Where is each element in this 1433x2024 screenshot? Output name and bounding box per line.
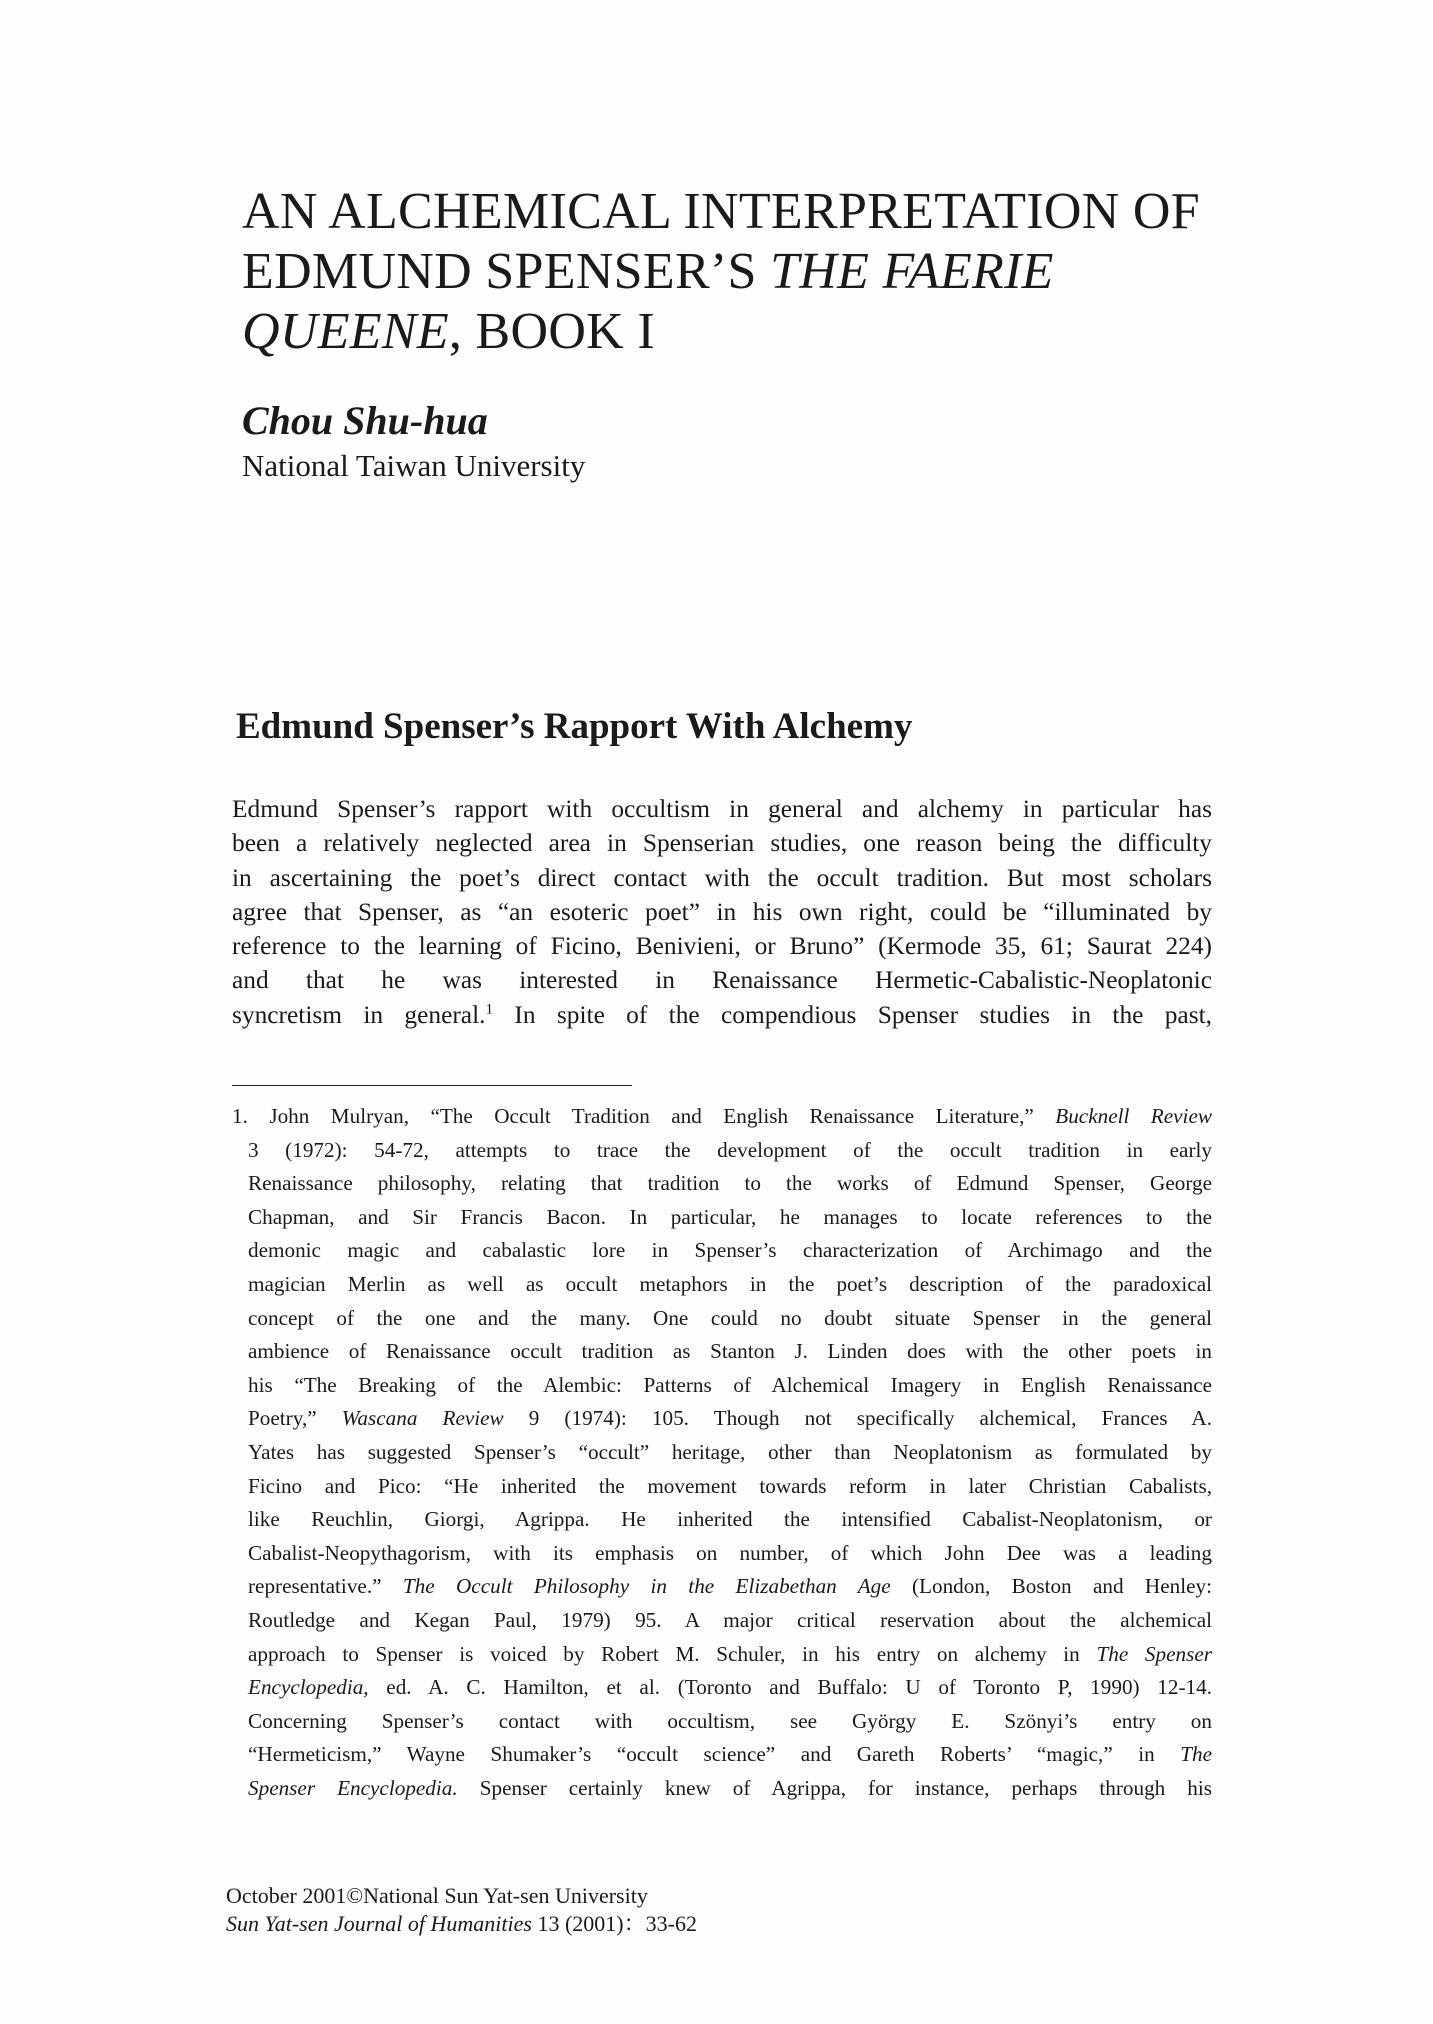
footnote-line: magician Merlin as well as occult metaphors in the poet’s description of the paradoxical xyxy=(248,1271,1212,1296)
footnote-line xyxy=(232,1772,1212,1806)
footnote-line: his “The Breaking of the Alembic: Patterns of Alchemical Imagery in English Renaissance xyxy=(248,1372,1212,1397)
title-line-3-text: , BOOK I xyxy=(448,303,655,360)
footnote-text: (London, Boston and Henley: xyxy=(890,1574,1212,1599)
body-paragraph xyxy=(232,792,1212,1032)
author-name: Chou Shu-hua xyxy=(242,398,488,443)
author-affiliation: National Taiwan University xyxy=(242,448,586,483)
footnote-text: Poetry,” xyxy=(248,1406,342,1431)
title-line-3-italic: QUEENE xyxy=(242,303,449,360)
footnote-italic: The Spenser xyxy=(1096,1641,1212,1666)
footnote-line: Yates has suggested Spenser’s “occult” heritage, other than Neoplatonism as formulated by xyxy=(248,1439,1212,1464)
title-line-2-italic: THE FAERIE xyxy=(770,243,1054,300)
footnote-line: concept of the one and the many. One could no doubt situate Spenser in the general xyxy=(248,1305,1212,1330)
footnote-line: Concerning Spenser’s contact with occultism, see György E. Szönyi’s entry on xyxy=(248,1708,1212,1733)
journal-name: Sun Yat-sen Journal of Humanities xyxy=(226,1911,532,1936)
footnote-line xyxy=(232,1402,1212,1436)
footnote-line: Ficino and Pico: “He inherited the movement towards reform in later Christian Cabalists, xyxy=(248,1473,1212,1498)
footer-copyright: October 2001©National Sun Yat-sen University xyxy=(226,1883,648,1908)
title-line-2-text: EDMUND SPENSER’S xyxy=(242,243,771,300)
footnote-line xyxy=(232,1100,1212,1134)
footnote-line xyxy=(232,1570,1212,1604)
body-line-last xyxy=(232,998,1212,1032)
footnote-italic: Encyclopedia, xyxy=(248,1675,369,1700)
body-line: and that he was interested in Renaissance Hermetic-Cabalistic-Neoplatonic xyxy=(232,966,1212,995)
footnote-text: “Hermeticism,” Wayne Shumaker’s “occult science” and Gareth Roberts’ “magic,” in xyxy=(248,1742,1181,1767)
footnote-italic: The Occult Philosophy in the Elizabethan Age xyxy=(402,1574,891,1599)
footnote-text: 1. John Mulryan, “The Occult Tradition and English Renaissance Literature,” xyxy=(232,1104,1056,1128)
footnote-line: Routledge and Kegan Paul, 1979) 95. A major critical reservation about the alchemical xyxy=(248,1607,1212,1632)
journal-issue: 13 (2001)：33-62 xyxy=(531,1911,697,1936)
body-line: agree that Spenser, as “an esoteric poet” in his own right, could be “illuminated by xyxy=(232,897,1212,926)
footer-citation xyxy=(226,1910,697,1938)
title-line-1: AN ALCHEMICAL INTERPRETATION OF xyxy=(242,183,1200,240)
footnote-italic: Bucknell Review xyxy=(1055,1104,1212,1128)
footnote-line: Renaissance philosophy, relating that tradition to the works of Edmund Spenser, George xyxy=(248,1171,1212,1196)
footnote-line xyxy=(232,1638,1212,1672)
footnote-line: demonic magic and cabalastic lore in Spenser’s characterization of Archimago and the xyxy=(248,1238,1212,1263)
title-line-2 xyxy=(242,242,1262,302)
body-line: reference to the learning of Ficino, Benivieni, or Bruno” (Kermode 35, 61; Saurat 224) xyxy=(232,932,1212,961)
body-line-text: In spite of the compendious Spenser studies in the past, xyxy=(493,1000,1212,1029)
body-line: Edmund Spenser’s rapport with occultism in general and alchemy in particular has xyxy=(232,795,1212,823)
footnote-text: Spenser certainly knew of Agrippa, for instance, perhaps through his xyxy=(457,1775,1212,1800)
title-line-3 xyxy=(242,302,1262,362)
footnote-separator xyxy=(232,1085,632,1086)
footnote-line: 3 (1972): 54-72, attempts to trace the development of the occult tradition in early xyxy=(248,1137,1212,1162)
section-heading: Edmund Spenser’s Rapport With Alchemy xyxy=(236,706,913,747)
footnote-line xyxy=(232,1738,1212,1772)
footnote-reference[interactable]: 1 xyxy=(485,1000,494,1018)
footnote-line: Cabalist-Neopythagorism, with its emphasis on number, of which John Dee was a leading xyxy=(248,1540,1212,1565)
footnote-text: representative.” xyxy=(248,1574,403,1599)
body-line: been a relatively neglected area in Spenserian studies, one reason being the difficulty xyxy=(232,829,1212,858)
footnote-text: 9 (1974): 105. Though not specifically alchemical, Frances A. xyxy=(503,1406,1212,1431)
footnote-line xyxy=(232,1671,1212,1705)
page-footer xyxy=(226,1882,697,1938)
footnote-italic: The xyxy=(1180,1742,1212,1767)
body-line: in ascertaining the poet’s direct contact with the occult tradition. But most scholars xyxy=(232,863,1212,892)
body-line-text: syncretism in general. xyxy=(232,1000,486,1029)
article-title xyxy=(242,182,1262,362)
footnote-text: ed. A. C. Hamilton, et al. (Toronto and Buffalo: U of Toronto P, 1990) 12-14. xyxy=(368,1675,1212,1700)
footnote-line: ambience of Renaissance occult tradition as Stanton J. Linden does with the other poets in xyxy=(248,1339,1212,1364)
footnote-line: like Reuchlin, Giorgi, Agrippa. He inherited the intensified Cabalist-Neoplatonism, or xyxy=(248,1507,1212,1532)
footnote-1 xyxy=(232,1100,1212,1805)
footnote-text: approach to Spenser is voiced by Robert M. Schuler, in his entry on alchemy in xyxy=(248,1641,1097,1666)
footnote-italic: Spenser Encyclopedia. xyxy=(248,1775,458,1800)
footnote-italic: Wascana Review xyxy=(341,1406,504,1431)
footnote-line: Chapman, and Sir Francis Bacon. In particular, he manages to locate references to the xyxy=(248,1204,1212,1229)
